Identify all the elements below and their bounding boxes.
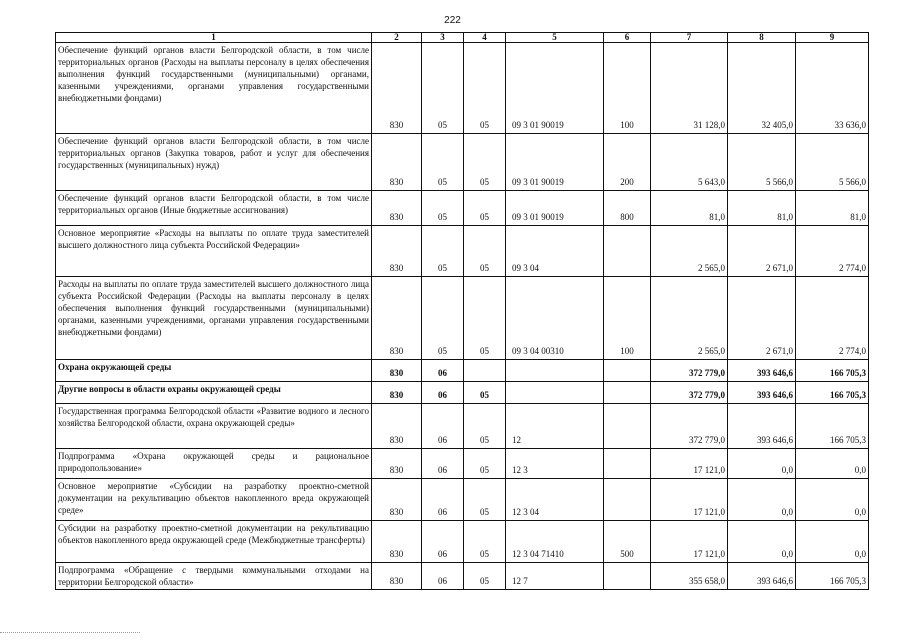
code-subsection: 05 bbox=[464, 226, 506, 277]
row-description: Расходы на выплаты по оплате труда заместителей высшего должностного лица субъекта Российской Федерации (Расходы на выплаты персоналу в целях обеспечения выполнения функций государственными (муниципальными) органами, казенными учреждениями, органами управления государственными внебюджетными фондами) bbox=[56, 277, 372, 360]
table-row bbox=[56, 134, 869, 191]
column-header: 3 bbox=[422, 33, 464, 43]
code-expense-type: 800 bbox=[604, 191, 651, 226]
code-ministry: 830 bbox=[372, 449, 422, 479]
code-ministry: 830 bbox=[372, 191, 422, 226]
code-ministry: 830 bbox=[372, 277, 422, 360]
table-row bbox=[56, 191, 869, 226]
code-target-article: 09 3 04 00310 bbox=[506, 277, 604, 360]
code-target-article: 09 3 01 90019 bbox=[506, 134, 604, 191]
code-target-article bbox=[506, 360, 604, 382]
amount-year-3: 166 705,3 bbox=[796, 404, 869, 449]
amount-year-1: 372 779,0 bbox=[651, 360, 728, 382]
code-subsection: 05 bbox=[464, 404, 506, 449]
code-ministry: 830 bbox=[372, 134, 422, 191]
amount-year-1: 372 779,0 bbox=[651, 404, 728, 449]
code-section: 05 bbox=[422, 277, 464, 360]
code-expense-type: 100 bbox=[604, 277, 651, 360]
amount-year-2: 0,0 bbox=[728, 449, 796, 479]
code-subsection: 05 bbox=[464, 191, 506, 226]
column-header: 8 bbox=[728, 33, 796, 43]
column-header: 7 bbox=[651, 33, 728, 43]
code-target-article: 09 3 01 90019 bbox=[506, 191, 604, 226]
table-row bbox=[56, 404, 869, 449]
code-ministry: 830 bbox=[372, 479, 422, 521]
amount-year-3: 0,0 bbox=[796, 449, 869, 479]
row-description: Обеспечение функций органов власти Белгородской области, в том числе территориальных органов (Закупка товаров, работ и услуг для обеспечения государственных (муниципальных) нужд) bbox=[56, 134, 372, 191]
header-row bbox=[56, 33, 869, 43]
code-target-article: 09 3 01 90019 bbox=[506, 43, 604, 134]
code-ministry: 830 bbox=[372, 563, 422, 590]
row-description: Обеспечение функций органов власти Белгородской области, в том числе территориальных органов (Иные бюджетные ассигнования) bbox=[56, 191, 372, 226]
amount-year-2: 2 671,0 bbox=[728, 226, 796, 277]
code-ministry: 830 bbox=[372, 382, 422, 404]
amount-year-2: 0,0 bbox=[728, 479, 796, 521]
column-header: 1 bbox=[56, 33, 372, 43]
code-expense-type: 100 bbox=[604, 43, 651, 134]
code-section: 05 bbox=[422, 43, 464, 134]
row-description: Подпрограмма «Охрана окружающей среды и рациональное природопользование» bbox=[56, 449, 372, 479]
table-row bbox=[56, 449, 869, 479]
amount-year-3: 0,0 bbox=[796, 479, 869, 521]
row-description: Охрана окружающей среды bbox=[56, 360, 372, 382]
row-description: Основное мероприятие «Субсидии на разработку проектно-сметной документации на рекультивацию объектов накопленного вреда окружающей среде» bbox=[56, 479, 372, 521]
page-number: 222 bbox=[444, 15, 461, 26]
code-section: 06 bbox=[422, 382, 464, 404]
amount-year-2: 393 646,6 bbox=[728, 360, 796, 382]
code-expense-type bbox=[604, 382, 651, 404]
column-header: 5 bbox=[506, 33, 604, 43]
code-subsection: 05 bbox=[464, 43, 506, 134]
code-subsection: 05 bbox=[464, 449, 506, 479]
code-target-article: 12 3 bbox=[506, 449, 604, 479]
amount-year-1: 81,0 bbox=[651, 191, 728, 226]
amount-year-2: 393 646,6 bbox=[728, 404, 796, 449]
table-row bbox=[56, 563, 869, 590]
amount-year-1: 355 658,0 bbox=[651, 563, 728, 590]
code-section: 05 bbox=[422, 134, 464, 191]
code-expense-type bbox=[604, 563, 651, 590]
code-section: 06 bbox=[422, 360, 464, 382]
amount-year-2: 32 405,0 bbox=[728, 43, 796, 134]
code-target-article: 12 3 04 71410 bbox=[506, 521, 604, 563]
column-header: 2 bbox=[372, 33, 422, 43]
code-expense-type bbox=[604, 449, 651, 479]
code-target-article bbox=[506, 382, 604, 404]
code-expense-type bbox=[604, 226, 651, 277]
amount-year-1: 2 565,0 bbox=[651, 226, 728, 277]
amount-year-3: 5 566,0 bbox=[796, 134, 869, 191]
code-subsection bbox=[464, 360, 506, 382]
table-body bbox=[56, 43, 869, 590]
code-ministry: 830 bbox=[372, 360, 422, 382]
code-target-article: 12 7 bbox=[506, 563, 604, 590]
amount-year-2: 81,0 bbox=[728, 191, 796, 226]
code-subsection: 05 bbox=[464, 277, 506, 360]
amount-year-3: 166 705,3 bbox=[796, 382, 869, 404]
amount-year-2: 5 566,0 bbox=[728, 134, 796, 191]
amount-year-1: 372 779,0 bbox=[651, 382, 728, 404]
amount-year-2: 393 646,6 bbox=[728, 382, 796, 404]
amount-year-2: 2 671,0 bbox=[728, 277, 796, 360]
amount-year-3: 81,0 bbox=[796, 191, 869, 226]
code-section: 06 bbox=[422, 404, 464, 449]
amount-year-3: 2 774,0 bbox=[796, 277, 869, 360]
table-row bbox=[56, 479, 869, 521]
row-description: Другие вопросы в области охраны окружающей среды bbox=[56, 382, 372, 404]
column-header: 4 bbox=[464, 33, 506, 43]
row-description: Подпрограмма «Обращение с твердыми коммунальными отходами на территории Белгородской области» bbox=[56, 563, 372, 590]
code-ministry: 830 bbox=[372, 404, 422, 449]
amount-year-1: 5 643,0 bbox=[651, 134, 728, 191]
table-row bbox=[56, 382, 869, 404]
code-target-article: 12 bbox=[506, 404, 604, 449]
amount-year-1: 17 121,0 bbox=[651, 449, 728, 479]
table-row bbox=[56, 521, 869, 563]
code-expense-type bbox=[604, 404, 651, 449]
code-subsection: 05 bbox=[464, 521, 506, 563]
amount-year-1: 17 121,0 bbox=[651, 521, 728, 563]
code-expense-type: 200 bbox=[604, 134, 651, 191]
table-row bbox=[56, 43, 869, 134]
code-ministry: 830 bbox=[372, 226, 422, 277]
code-section: 06 bbox=[422, 563, 464, 590]
code-subsection: 05 bbox=[464, 563, 506, 590]
code-section: 06 bbox=[422, 449, 464, 479]
row-description: Обеспечение функций органов власти Белгородской области, в том числе территориальных органов (Расходы на выплаты персоналу в целях обеспечения выполнения функций государственными (муниципальными) органами, казенными учреждениями, органами управления государственными внебюджетными фондами) bbox=[56, 43, 372, 134]
code-target-article: 12 3 04 bbox=[506, 479, 604, 521]
code-subsection: 05 bbox=[464, 134, 506, 191]
code-section: 06 bbox=[422, 521, 464, 563]
table-row bbox=[56, 226, 869, 277]
column-header: 9 bbox=[796, 33, 869, 43]
code-section: 06 bbox=[422, 479, 464, 521]
row-description: Субсидии на разработку проектно-сметной документации на рекультивацию объектов накопленного вреда окружающей среде (Межбюджетные трансферты) bbox=[56, 521, 372, 563]
amount-year-1: 2 565,0 bbox=[651, 277, 728, 360]
code-expense-type bbox=[604, 479, 651, 521]
code-subsection: 05 bbox=[464, 479, 506, 521]
amount-year-3: 33 636,0 bbox=[796, 43, 869, 134]
row-description: Основное мероприятие «Расходы на выплаты по оплате труда заместителей высшего должностного лица субъекта Российской Федерации» bbox=[56, 226, 372, 277]
code-target-article: 09 3 04 bbox=[506, 226, 604, 277]
scan-artifact-line bbox=[0, 632, 140, 634]
code-section: 05 bbox=[422, 226, 464, 277]
code-expense-type bbox=[604, 360, 651, 382]
table-row bbox=[56, 360, 869, 382]
amount-year-3: 0,0 bbox=[796, 521, 869, 563]
code-subsection: 05 bbox=[464, 382, 506, 404]
row-description: Государственная программа Белгородской области «Развитие водного и лесного хозяйства Белгородской области, охрана окружающей среды» bbox=[56, 404, 372, 449]
code-ministry: 830 bbox=[372, 521, 422, 563]
amount-year-3: 166 705,3 bbox=[796, 563, 869, 590]
amount-year-1: 17 121,0 bbox=[651, 479, 728, 521]
code-section: 05 bbox=[422, 191, 464, 226]
column-header: 6 bbox=[604, 33, 651, 43]
amount-year-3: 2 774,0 bbox=[796, 226, 869, 277]
amount-year-2: 393 646,6 bbox=[728, 563, 796, 590]
code-ministry: 830 bbox=[372, 43, 422, 134]
amount-year-3: 166 705,3 bbox=[796, 360, 869, 382]
table-row bbox=[56, 277, 869, 360]
budget-table bbox=[55, 32, 869, 590]
amount-year-1: 31 128,0 bbox=[651, 43, 728, 134]
code-expense-type: 500 bbox=[604, 521, 651, 563]
amount-year-2: 0,0 bbox=[728, 521, 796, 563]
